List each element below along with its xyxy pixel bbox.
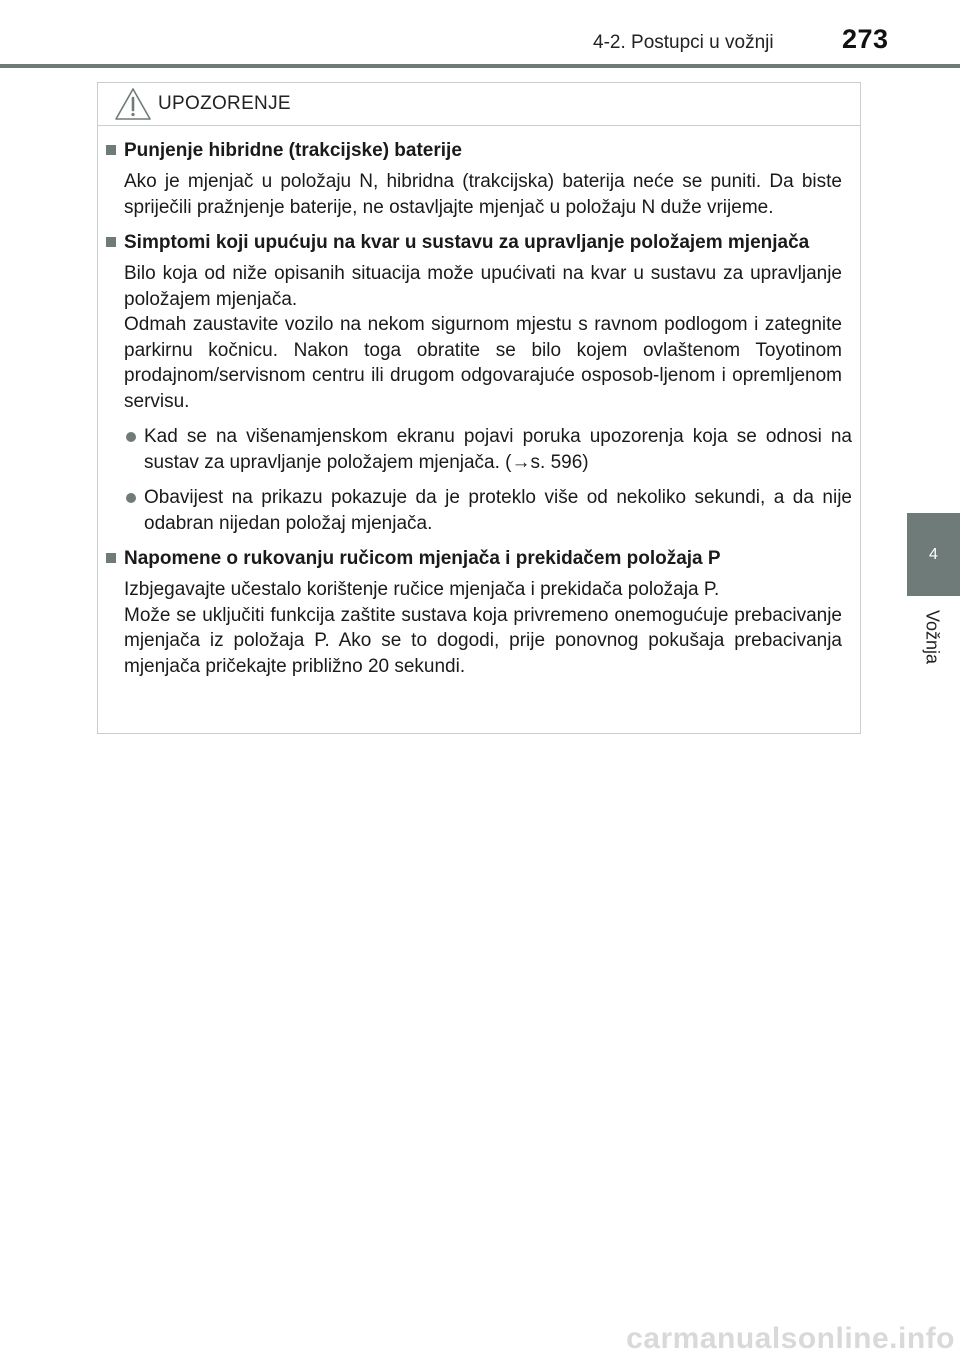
square-bullet-icon <box>106 553 116 563</box>
paragraph: Odmah zaustavite vozilo na nekom sigurnom mjestu s ravnom podlogom i zategnite parkirnu kočnicu. Nakon toga obratite se bilo kojem ovlaštenom Toyotinom prodajnom/servisnom centru ili drugom odgovarajuće osposob-ljenom i opremljenom servisu. <box>124 314 842 412</box>
paragraph: Ako je mjenjač u položaju N, hibridna (trakcijska) baterija neće se puniti. Da biste spriječili pražnjenje baterije, ne ostavljajte mjenjač u položaju N duže vrijeme. <box>124 171 842 218</box>
heading-text: Punjenje hibridne (trakcijske) baterije <box>124 140 462 161</box>
section-title: 4-2. Postupci u vožnji <box>593 32 774 53</box>
round-bullet-icon <box>126 493 136 503</box>
square-bullet-icon <box>106 237 116 247</box>
chapter-number: 4 <box>929 545 938 563</box>
heading-text: Simptomi koji upućuju na kvar u sustavu za upravljanje položajem mjenjača <box>124 232 810 253</box>
round-bullet-icon <box>126 432 136 442</box>
warning-content <box>98 138 860 689</box>
chapter-label: Vožnja <box>922 610 943 665</box>
paragraph: Bilo koja od niže opisanih situacija može upućivati na kvar u sustavu za upravljanje položajem mjenjača. <box>124 263 842 310</box>
section-heading-shift-lever-notes <box>98 546 860 571</box>
paragraph: Izbjegavajte učestalo korištenje ručice mjenjača i prekidača položaja P. <box>124 579 720 600</box>
warning-triangle-icon <box>114 87 152 121</box>
warning-title: UPOZORENJE <box>158 93 291 114</box>
watermark: carmanualsonline.info <box>626 1322 955 1355</box>
warning-header <box>98 83 860 126</box>
list-item <box>98 485 860 536</box>
warning-box <box>97 82 861 734</box>
paragraph: Može se uključiti funkcija zaštite sustava koja privremeno onemogućuje prebacivanje mjenjača iz položaja P. Ako se to dogodi, prije ponovnog pokušaja prebacivanja mjenjača pričekajte približno 20 sekundi. <box>124 604 842 677</box>
section-heading-battery-charging <box>98 138 860 163</box>
section-heading-malfunction-symptoms <box>98 230 860 255</box>
list-item <box>98 424 860 475</box>
page-number: 273 <box>842 24 889 54</box>
chapter-tab <box>907 513 960 596</box>
list-item-text: Obavijest na prikazu pokazuje da je proteklo više od nekoliko sekundi, a da nije odabran nijedan položaj mjenjača. <box>144 487 852 534</box>
list-item-text: Kad se na višenamjenskom ekranu pojavi poruka upozorenja koja se odnosi na sustav za upravljanje položajem mjenjača. (→s. 596) <box>144 426 852 473</box>
header-rule <box>0 64 960 68</box>
heading-text: Napomene o rukovanju ručicom mjenjača i prekidačem položaja P <box>124 548 721 569</box>
square-bullet-icon <box>106 145 116 155</box>
